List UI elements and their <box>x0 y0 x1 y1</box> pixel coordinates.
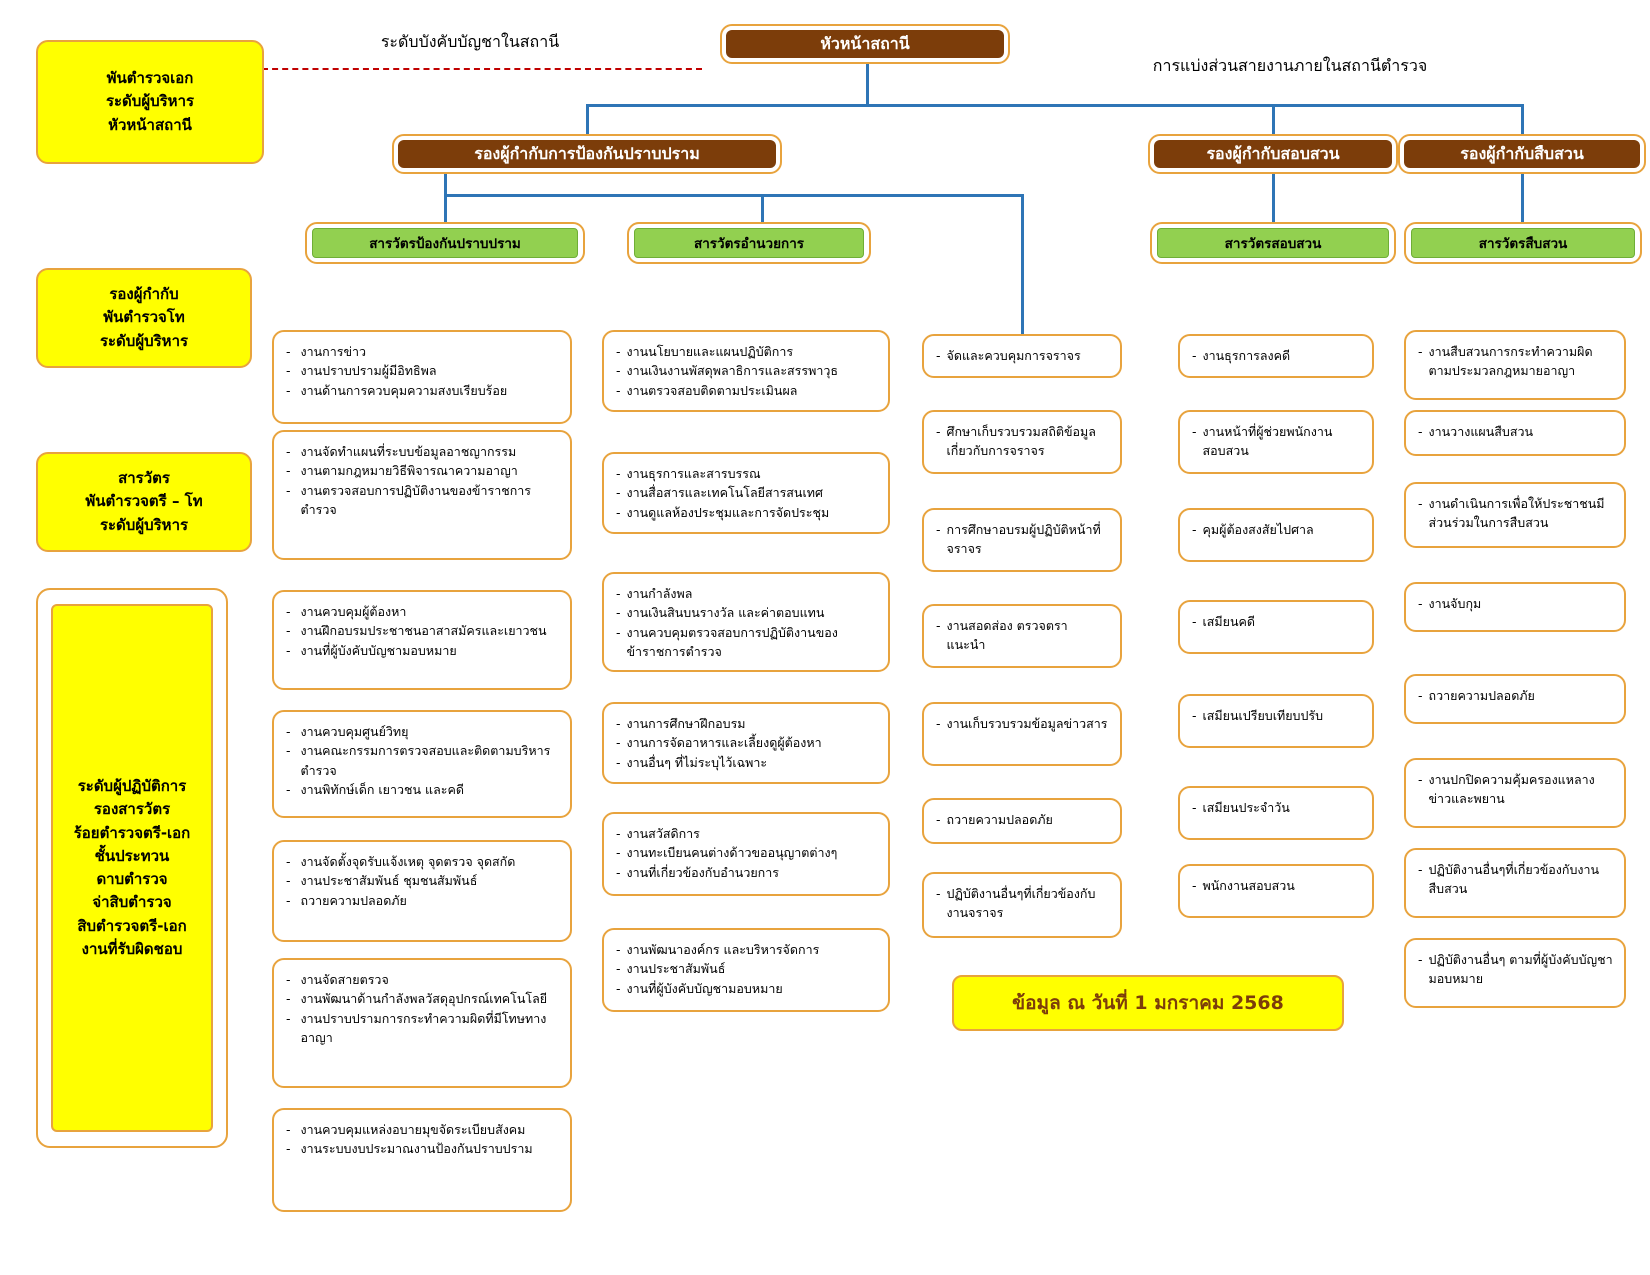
bullet: - <box>936 716 941 731</box>
bullet: - <box>286 642 291 658</box>
list-item <box>1418 770 1614 809</box>
duty-text: งานตามกฎหมายวิธีพิจารณาความอาญา <box>300 463 518 479</box>
duty-text: งานปราบปรามผู้มีอิทธิพล <box>300 363 437 379</box>
duty-box-c4-3 <box>1178 508 1374 562</box>
duty-text: งานที่ผู้บังคับบัญชามอบหมาย <box>626 980 783 996</box>
duty-box-c3-3 <box>922 508 1122 572</box>
duty-text: งานประชาสัมพันธ์ ชุมชนสัมพันธ์ <box>300 873 478 889</box>
rank-box-2-line-3: ระดับผู้บริหาร <box>99 331 189 350</box>
duty-text: งานอื่นๆ ที่ไม่ระบุไว้เฉพาะ <box>626 754 768 770</box>
duty-text: งานควบคุมตรวจสอบการปฏิบัติงานของข้าราชการตำรวจ <box>626 624 838 660</box>
duty-text: งานการจัดอาหารและเลี้ยงดูผู้ต้องหา <box>626 735 822 751</box>
list-item <box>286 722 560 741</box>
duty-box-c1-4 <box>272 710 572 818</box>
bullet: - <box>1192 424 1197 439</box>
bullet: - <box>286 724 291 739</box>
bullet: - <box>936 886 941 901</box>
connector-down-div-2 <box>761 194 764 222</box>
list-item <box>286 361 560 380</box>
bullet: - <box>1192 614 1197 629</box>
duty-box-c4-2 <box>1178 410 1374 474</box>
deputy-box-prevention[interactable] <box>392 134 782 174</box>
bullet: - <box>936 812 941 827</box>
list-item <box>1192 346 1362 365</box>
duty-text: งานควบคุมผู้ต้องหา <box>300 604 407 619</box>
duty-box-c5-4 <box>1404 582 1626 632</box>
duty-box-c1-2 <box>272 430 572 560</box>
list-item <box>616 753 878 772</box>
duty-text: งานสื่อสารและเทคโนโลยีสารสนเทศ <box>626 485 823 501</box>
list-item <box>616 940 878 959</box>
rank-box-4 <box>51 604 213 1132</box>
duty-text: เสมียนเปรียบเทียบปรับ <box>1202 708 1324 723</box>
duty-text: จัดและควบคุมการจราจร <box>946 348 1081 363</box>
list-item <box>286 871 560 890</box>
bullet: - <box>286 363 291 379</box>
duty-text: ปฏิบัติงานอื่นๆที่เกี่ยวข้องกับงานจราจร <box>946 886 1096 921</box>
duty-box-c5-1 <box>1404 330 1626 400</box>
duty-box-c3-5 <box>922 702 1122 766</box>
duty-text: งานนโยบายและแผนปฏิบัติการ <box>626 344 794 359</box>
duty-box-c1-3 <box>272 590 572 690</box>
rank-box-3-line-1: สารวัตร <box>118 469 170 488</box>
list-item <box>616 714 878 733</box>
duty-text: งานสืบสวนการกระทำความผิดตามประมวลกฎหมายอาญา <box>1428 344 1593 379</box>
bullet: - <box>286 1122 291 1137</box>
duty-text: ถวายความปลอดภัย <box>946 812 1053 827</box>
duty-box-c1-1 <box>272 330 572 424</box>
list-item <box>1192 612 1362 631</box>
list-item <box>286 461 560 480</box>
duty-text: งานดำเนินการเพื่อให้ประชาชนมีส่วนร่วมในการสืบสวน <box>1428 496 1605 531</box>
list-item <box>286 1120 560 1139</box>
duty-text: งานทะเบียนคนต่างด้าวขออนุญาตต่างๆ <box>626 845 838 861</box>
list-item <box>936 422 1110 461</box>
deputy-prevention-label: รองผู้กำกับการป้องกันปราบปราม <box>398 140 776 168</box>
duty-text: งานเงินงานพัสดุพลาธิการและสรรพาวุธ <box>626 363 839 379</box>
list-item <box>616 503 878 522</box>
rank-box-2-line-2: พันตำรวจโท <box>103 308 185 327</box>
list-item <box>616 483 878 502</box>
rank-box-3-line-2: พันตำรวจตรี – โท <box>85 492 203 511</box>
duty-text: ปฏิบัติงานอื่นๆที่เกี่ยวข้องกับงานสืบสวน <box>1428 862 1600 897</box>
duty-box-c2-1 <box>602 330 890 412</box>
bullet: - <box>616 605 621 621</box>
duty-text: ศึกษาเก็บรวบรวมสถิติข้อมูลเกี่ยวกับการจราจร <box>946 424 1096 459</box>
bullet: - <box>286 782 291 798</box>
duty-box-c1-7 <box>272 1108 572 1212</box>
division-admin-label: สารวัตรอำนวยการ <box>634 228 864 258</box>
bullet: - <box>1418 688 1423 703</box>
bullet: - <box>286 854 291 869</box>
list-item <box>286 741 560 780</box>
bullet: - <box>616 942 621 957</box>
list-item <box>616 843 878 862</box>
rank-box-2 <box>36 268 252 368</box>
bullet: - <box>616 466 621 481</box>
list-item <box>1192 706 1362 725</box>
duty-box-c5-7 <box>1404 848 1626 918</box>
rank-box-4-line-2: รองสารวัตร <box>93 800 171 819</box>
division-box-inquiry[interactable] <box>1150 222 1396 264</box>
rank-box-4-line-5: ดาบตำรวจ <box>96 870 168 888</box>
rank-box-3-line-3: ระดับผู้บริหาร <box>99 515 189 534</box>
list-item <box>1418 950 1614 989</box>
list-item <box>286 641 560 660</box>
duty-text: งานดูแลห้องประชุมและการจัดประชุม <box>626 504 830 520</box>
rank-box-4-line-7: สิบตำรวจตรี-เอก <box>77 916 187 935</box>
station-chief-label: หัวหน้าสถานี <box>726 30 1004 58</box>
duty-box-c5-3 <box>1404 482 1626 548</box>
duty-text: งานธุรการลงคดี <box>1202 348 1291 363</box>
duty-box-c3-6 <box>922 798 1122 844</box>
connector-down-deputy-1 <box>586 104 589 136</box>
duty-text: งานตรวจสอบติดตามประเมินผล <box>626 382 798 398</box>
duty-text: งานธุรการและสารบรรณ <box>626 466 761 481</box>
duty-text: งานด้านการควบคุมความสงบเรียบร้อย <box>300 382 508 398</box>
rank-box-1 <box>36 40 264 164</box>
bullet: - <box>936 522 941 537</box>
list-item <box>1418 342 1614 381</box>
duty-box-c3-7 <box>922 872 1122 938</box>
heading-command-level: ระดับบังคับบัญชาในสถานี <box>380 32 560 51</box>
list-item <box>616 979 878 998</box>
list-item <box>1418 494 1614 533</box>
rank-box-4-line-6: จ่าสิบตำรวจ <box>92 893 172 912</box>
list-item <box>286 481 560 520</box>
bullet: - <box>286 1010 291 1026</box>
list-item <box>616 361 878 380</box>
bullet: - <box>1418 772 1423 787</box>
rank-box-1-line-2: ระดับผู้บริหาร <box>105 92 195 111</box>
duty-text: งานที่เกี่ยวข้องกับอำนวยการ <box>626 864 779 880</box>
bullet: - <box>616 864 621 880</box>
list-item <box>616 824 878 843</box>
duty-text: คุมผู้ต้องสงสัยไปศาล <box>1202 522 1314 537</box>
list-item <box>1192 798 1362 817</box>
bullet: - <box>1192 800 1197 815</box>
list-item <box>616 603 878 622</box>
duty-box-c1-5 <box>272 840 572 942</box>
duty-box-c2-4 <box>602 702 890 784</box>
duty-text: งานจัดทำแผนที่ระบบข้อมูลอาชญากรรม <box>300 444 517 459</box>
duty-box-c2-5 <box>602 812 890 896</box>
bullet: - <box>286 873 291 889</box>
duty-text: งานเงินสินบนรางวัล และค่าตอบแทน <box>626 605 825 621</box>
duty-text: งานพิทักษ์เด็ก เยาวชน และคดี <box>300 782 464 798</box>
duty-box-c4-1 <box>1178 334 1374 378</box>
bullet: - <box>286 382 291 398</box>
duty-text: งานจัดตั้งจุดรับแจ้งเหตุ จุดตรวจ จุดสกัด <box>300 854 516 869</box>
list-item <box>286 989 560 1008</box>
list-item <box>616 584 878 603</box>
duty-text: งานพัฒนาองค์กร และบริหารจัดการ <box>626 942 820 957</box>
duty-text: งานฝึกอบรมประชาชนอาสาสมัครและเยาวชน <box>300 623 547 639</box>
list-item <box>1192 520 1362 539</box>
duty-text: งานปกปิดความคุ้มครองแหลางข่าวและพยาน <box>1428 772 1595 807</box>
list-item <box>616 342 878 361</box>
bullet: - <box>286 463 291 479</box>
division-box-detective[interactable] <box>1404 222 1642 264</box>
list-item <box>616 959 878 978</box>
duty-text: งานตรวจสอบการปฏิบัติงานของข้าราชการตำรวจ <box>300 482 532 518</box>
bullet: - <box>286 444 291 459</box>
duty-text: งานสอดส่อง ตรวจตรา แนะนำ <box>946 618 1068 653</box>
deputy-investigation-label: รองผู้กำกับสอบสวน <box>1154 140 1392 168</box>
bullet: - <box>616 586 621 601</box>
bullet: - <box>616 845 621 861</box>
list-item <box>936 520 1110 559</box>
bullet: - <box>1418 952 1423 967</box>
list-item <box>1192 876 1362 895</box>
division-box-prevention[interactable] <box>305 222 585 264</box>
duty-box-c5-6 <box>1404 758 1626 828</box>
list-item <box>286 1009 560 1048</box>
bullet: - <box>936 424 941 439</box>
duty-box-c2-6 <box>602 928 890 1012</box>
division-inquiry-label: สารวัตรสอบสวน <box>1157 228 1389 258</box>
duty-text: งานพัฒนาด้านกำลังพลวัสดุอุปกรณ์เทคโนโลยี <box>300 991 548 1007</box>
duty-text: งานกำลังพล <box>626 586 693 601</box>
rank-box-4-wrapper <box>36 588 228 1148</box>
duty-text: งานที่ผู้บังคับบัญชามอบหมาย <box>300 642 457 658</box>
duty-text: เสมียนประจำวัน <box>1202 800 1290 815</box>
duty-box-c4-5 <box>1178 694 1374 748</box>
rank-box-2-line-1: รองผู้กำกับ <box>109 285 179 304</box>
list-item <box>286 1139 560 1158</box>
deputy-box-investigation[interactable] <box>1148 134 1398 174</box>
bullet: - <box>616 504 621 520</box>
rank-box-4-line-8: งานที่รับผิดชอบ <box>81 939 183 958</box>
list-item <box>286 381 560 400</box>
connector-down-div-3 <box>1272 172 1275 222</box>
list-item <box>616 863 878 882</box>
connector-down-div-traffic <box>1021 194 1024 334</box>
bullet: - <box>1418 496 1423 511</box>
duty-box-c5-2 <box>1404 410 1626 456</box>
list-item <box>1418 686 1614 705</box>
duty-text: งานวางแผนสืบสวน <box>1428 424 1534 439</box>
connector-down-div-1 <box>444 194 447 222</box>
list-item <box>616 623 878 662</box>
bullet: - <box>616 716 621 731</box>
bullet: - <box>286 482 291 498</box>
bullet: - <box>286 743 291 759</box>
bullet: - <box>1418 344 1423 359</box>
list-item <box>616 464 878 483</box>
bullet: - <box>286 623 291 639</box>
duty-text: พนักงานสอบสวน <box>1202 878 1295 893</box>
duty-text: การศึกษาอบรมผู้ปฏิบัติหน้าที่จราจร <box>946 522 1101 557</box>
bullet: - <box>616 363 621 379</box>
bullet: - <box>286 972 291 987</box>
list-item <box>286 621 560 640</box>
bullet: - <box>1418 596 1423 611</box>
connector-down-deputy-2 <box>1272 104 1275 136</box>
list-item <box>936 810 1110 829</box>
division-prevention-label: สารวัตรป้องกันปราบปราม <box>312 228 578 258</box>
duty-box-c4-7 <box>1178 864 1374 918</box>
duty-text: งานควบคุมแหล่งอบายมุขจัดระเบียบสังคม <box>300 1122 526 1137</box>
bullet: - <box>616 344 621 359</box>
list-item <box>936 884 1110 923</box>
duty-text: งานสวัสดิการ <box>626 826 700 841</box>
bullet: - <box>1192 348 1197 363</box>
dashed-connector <box>262 68 702 70</box>
division-box-admin[interactable] <box>627 222 871 264</box>
duty-text: ถวายความปลอดภัย <box>300 892 407 908</box>
connector-vertical-top <box>866 62 869 106</box>
duty-text: งานปราบปรามการกระทำความผิดที่มีโทษทางอาญา <box>300 1010 547 1046</box>
duty-box-c4-4 <box>1178 600 1374 654</box>
bullet: - <box>286 892 291 908</box>
list-item <box>286 780 560 799</box>
list-item <box>1418 594 1614 613</box>
list-item <box>286 970 560 989</box>
duty-text: ถวายความปลอดภัย <box>1428 688 1535 703</box>
data-date-note: ข้อมูล ณ วันที่ 1 มกราคม 2568 <box>952 975 1344 1031</box>
bullet: - <box>286 604 291 619</box>
bullet: - <box>616 485 621 501</box>
duty-text: งานจัดสายตรวจ <box>300 972 389 987</box>
rank-box-4-line-3: ร้อยตำรวจตรี-เอก <box>73 823 191 842</box>
duty-box-c2-3 <box>602 572 890 672</box>
bullet: - <box>616 735 621 751</box>
duty-box-c3-4 <box>922 604 1122 668</box>
list-item <box>286 442 560 461</box>
list-item <box>616 381 878 400</box>
bullet: - <box>616 382 621 398</box>
bullet: - <box>286 1141 291 1157</box>
duty-text: งานจับกุม <box>1428 596 1482 611</box>
rank-box-4-line-4: ชั้นประทวน <box>94 846 170 865</box>
duty-text: เสมียนคดี <box>1202 614 1256 629</box>
duty-box-c5-8 <box>1404 938 1626 1008</box>
division-detective-label: สารวัตรสืบสวน <box>1411 228 1635 258</box>
bullet: - <box>936 618 941 633</box>
bullet: - <box>616 961 621 977</box>
list-item <box>616 733 878 752</box>
duty-box-c3-1 <box>922 334 1122 378</box>
list-item <box>286 852 560 871</box>
bullet: - <box>616 826 621 841</box>
deputy-box-detective[interactable] <box>1398 134 1646 174</box>
rank-box-1-line-3: หัวหน้าสถานี <box>108 115 192 134</box>
duty-text: ปฏิบัติงานอื่นๆ ตามที่ผู้บังคับบัญชามอบหมาย <box>1428 952 1613 987</box>
list-item <box>286 342 560 361</box>
bullet: - <box>1418 862 1423 877</box>
duty-box-c4-6 <box>1178 786 1374 840</box>
duty-text: งานหน้าที่ผู้ช่วยพนักงานสอบสวน <box>1202 424 1333 459</box>
list-item <box>1418 422 1614 441</box>
connector-down-div-4 <box>1521 172 1524 222</box>
duty-box-c1-6 <box>272 958 572 1088</box>
duty-box-c2-2 <box>602 452 890 534</box>
duty-text: งานระบบงบประมาณงานป้องกันปราบปราม <box>300 1141 533 1157</box>
connector-down-from-deputy1 <box>444 172 447 196</box>
bullet: - <box>1192 522 1197 537</box>
duty-text: งานคณะกรรมการตรวจสอบและติดตามบริหารตำรวจ <box>300 743 551 778</box>
bullet: - <box>286 344 291 359</box>
bullet: - <box>286 991 291 1007</box>
rank-box-3 <box>36 452 252 552</box>
list-item <box>286 602 560 621</box>
duty-box-c3-2 <box>922 410 1122 474</box>
list-item <box>936 346 1110 365</box>
bullet: - <box>1192 878 1197 893</box>
bullet: - <box>616 624 621 640</box>
duty-text: งานการศึกษาฝึกอบรม <box>626 716 746 731</box>
list-item <box>936 714 1110 733</box>
connector-bus-division <box>444 194 1024 197</box>
deputy-detective-label: รองผู้กำกับสืบสวน <box>1404 140 1640 168</box>
bullet: - <box>1192 708 1197 723</box>
bullet: - <box>616 754 621 770</box>
list-item <box>936 616 1110 655</box>
rank-box-4-line-1: ระดับผู้ปฏิบัติการ <box>77 777 187 795</box>
connector-down-deputy-3 <box>1521 104 1524 136</box>
duty-text: งานเก็บรวบรวมข้อมูลข่าวสาร <box>946 716 1108 731</box>
duty-text: งานการข่าว <box>300 344 367 359</box>
rank-box-1-line-1: พันตำรวจเอก <box>106 69 194 88</box>
bullet: - <box>616 980 621 996</box>
duty-text: งานประชาสัมพันธ์ <box>626 961 726 977</box>
duty-text: งานควบคุมศูนย์วิทยุ <box>300 724 409 739</box>
list-item <box>1418 860 1614 899</box>
bullet: - <box>1418 424 1423 439</box>
duty-box-c5-5 <box>1404 674 1626 724</box>
list-item <box>286 891 560 910</box>
list-item <box>1192 422 1362 461</box>
station-chief-box[interactable] <box>720 24 1010 64</box>
bullet: - <box>936 348 941 363</box>
connector-bus-main <box>586 104 1524 107</box>
heading-division-structure: การแบ่งส่วนสายงานภายในสถานีตำรวจ <box>1152 56 1428 75</box>
